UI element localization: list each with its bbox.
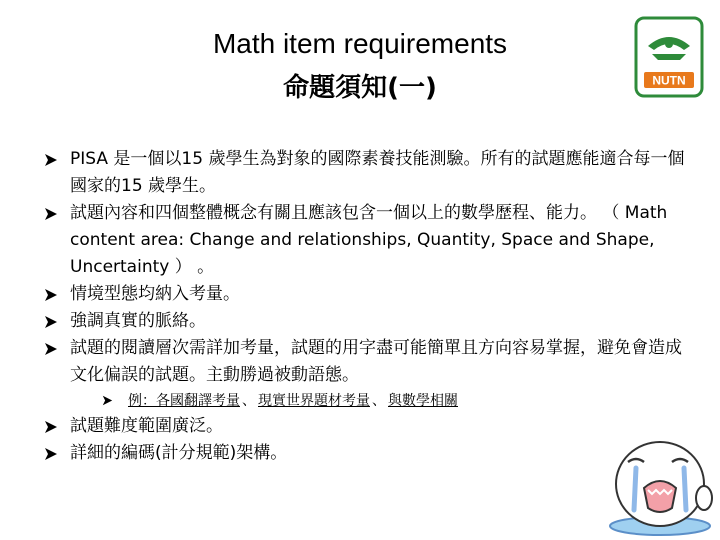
arrow-bullet-icon bbox=[44, 420, 58, 434]
list-item bbox=[40, 335, 690, 389]
crying-mascot-icon bbox=[600, 418, 718, 538]
separator: 、 bbox=[242, 393, 256, 409]
arrow-bullet-icon bbox=[44, 288, 58, 302]
list-item bbox=[40, 200, 690, 281]
separator: 、 bbox=[372, 393, 386, 409]
ntnu-logo-icon bbox=[634, 16, 704, 98]
arrow-bullet-icon bbox=[44, 207, 58, 221]
list-item bbox=[40, 413, 690, 440]
link-translation[interactable]: 例：各國翻譯考量 bbox=[128, 393, 240, 409]
page-title-en: Math item requirements bbox=[212, 28, 508, 59]
arrow-bullet-icon bbox=[102, 395, 113, 406]
bullet-text: 情境型態均納入考量。 bbox=[70, 284, 240, 304]
sub-list-item bbox=[40, 389, 690, 413]
list-item bbox=[40, 281, 690, 308]
bullet-text: 試題難度範圍廣泛。 bbox=[70, 416, 223, 436]
list-item bbox=[40, 308, 690, 335]
list-item bbox=[40, 146, 690, 200]
bullet-text: 試題內容和四個整體概念有關且應該包含一個以上的數學歷程、能力。 （ Math content area: Change and relationships, Quantity, Space and Shape, Uncertainty ） 。 bbox=[70, 203, 668, 277]
bullet-text: 詳細的編碼(計分規範)架構。 bbox=[70, 443, 288, 463]
bullet-text: PISA 是一個以15 歲學生為對象的國際素養技能測驗。所有的試題應能適合每一個國家的15 歲學生。 bbox=[70, 149, 685, 196]
arrow-bullet-icon bbox=[44, 315, 58, 329]
arrow-bullet-icon bbox=[44, 342, 58, 356]
link-math-related[interactable]: 與數學相關 bbox=[388, 393, 458, 409]
bullet-text: 強調真實的脈絡。 bbox=[70, 311, 206, 331]
arrow-bullet-icon bbox=[44, 153, 58, 167]
list-item bbox=[40, 440, 690, 467]
bullet-text: 試題的閱讀層次需詳加考量，試題的用字盡可能簡單且方向容易掌握，避免會造成文化偏誤的試題。主動勝過被動語態。 bbox=[70, 338, 682, 385]
bullet-list bbox=[40, 146, 690, 467]
logo-text: NUTN bbox=[652, 73, 686, 88]
arrow-bullet-icon bbox=[44, 447, 58, 461]
link-real-world[interactable]: 現實世界題材考量 bbox=[258, 393, 370, 409]
page-title-zh: 命題須知(一) bbox=[283, 73, 437, 103]
